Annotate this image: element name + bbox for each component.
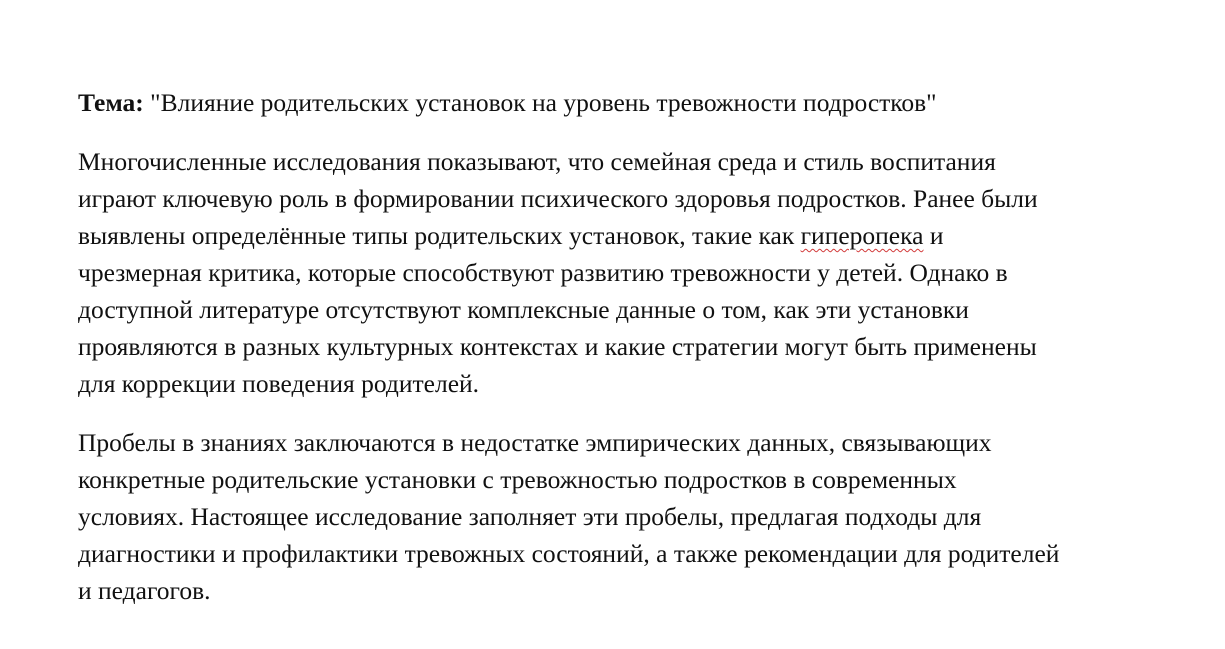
paragraph-2-line-1: Пробелы в знаниях заключаются в недостатке эмпирических данных, связывающих xyxy=(78,428,992,457)
paragraph-1 xyxy=(78,143,1168,402)
paragraph-1-line-3 xyxy=(78,217,1168,254)
topic-heading xyxy=(78,84,1168,121)
paragraph-2-line-5: и педагогов. xyxy=(78,576,211,605)
paragraph-1-line-3-end: и xyxy=(923,221,944,250)
paragraph-1-line-7: для коррекции поведения родителей. xyxy=(78,369,480,398)
topic-label: Тема: xyxy=(78,88,144,117)
paragraph-1-line-1: Многочисленные исследования показывают, что семейная среда и стиль воспитания xyxy=(78,147,996,176)
paragraph-2-line-3: условиях. Настоящее исследование заполняет эти пробелы, предлагая подходы для xyxy=(78,502,982,531)
paragraph-2-line-2: конкретные родительские установки с тревожностью подростков в современных xyxy=(78,465,957,494)
spellcheck-flagged-word[interactable]: гиперопека xyxy=(800,221,924,250)
paragraph-1-line-6: проявляются в разных культурных контекстах и какие стратегии могут быть применены xyxy=(78,332,1037,361)
paragraph-2-line-4: диагностики и профилактики тревожных состояний, а также рекомендации для родителей xyxy=(78,539,1060,568)
paragraph-1-line-5: доступной литературе отсутствуют комплексные данные о том, как эти установки xyxy=(78,295,969,324)
document-page xyxy=(78,84,1168,631)
paragraph-1-line-4: чрезмерная критика, которые способствуют развитию тревожности у детей. Однако в xyxy=(78,258,1008,287)
paragraph-1-line-2: играют ключевую роль в формировании психического здоровья подростков. Ранее были xyxy=(78,184,1038,213)
paragraph-1-line-3-start: выявлены определённые типы родительских установок, такие как xyxy=(78,221,801,250)
topic-title: "Влияние родительских установок на уровень тревожности подростков" xyxy=(150,88,937,117)
paragraph-2 xyxy=(78,424,1168,609)
